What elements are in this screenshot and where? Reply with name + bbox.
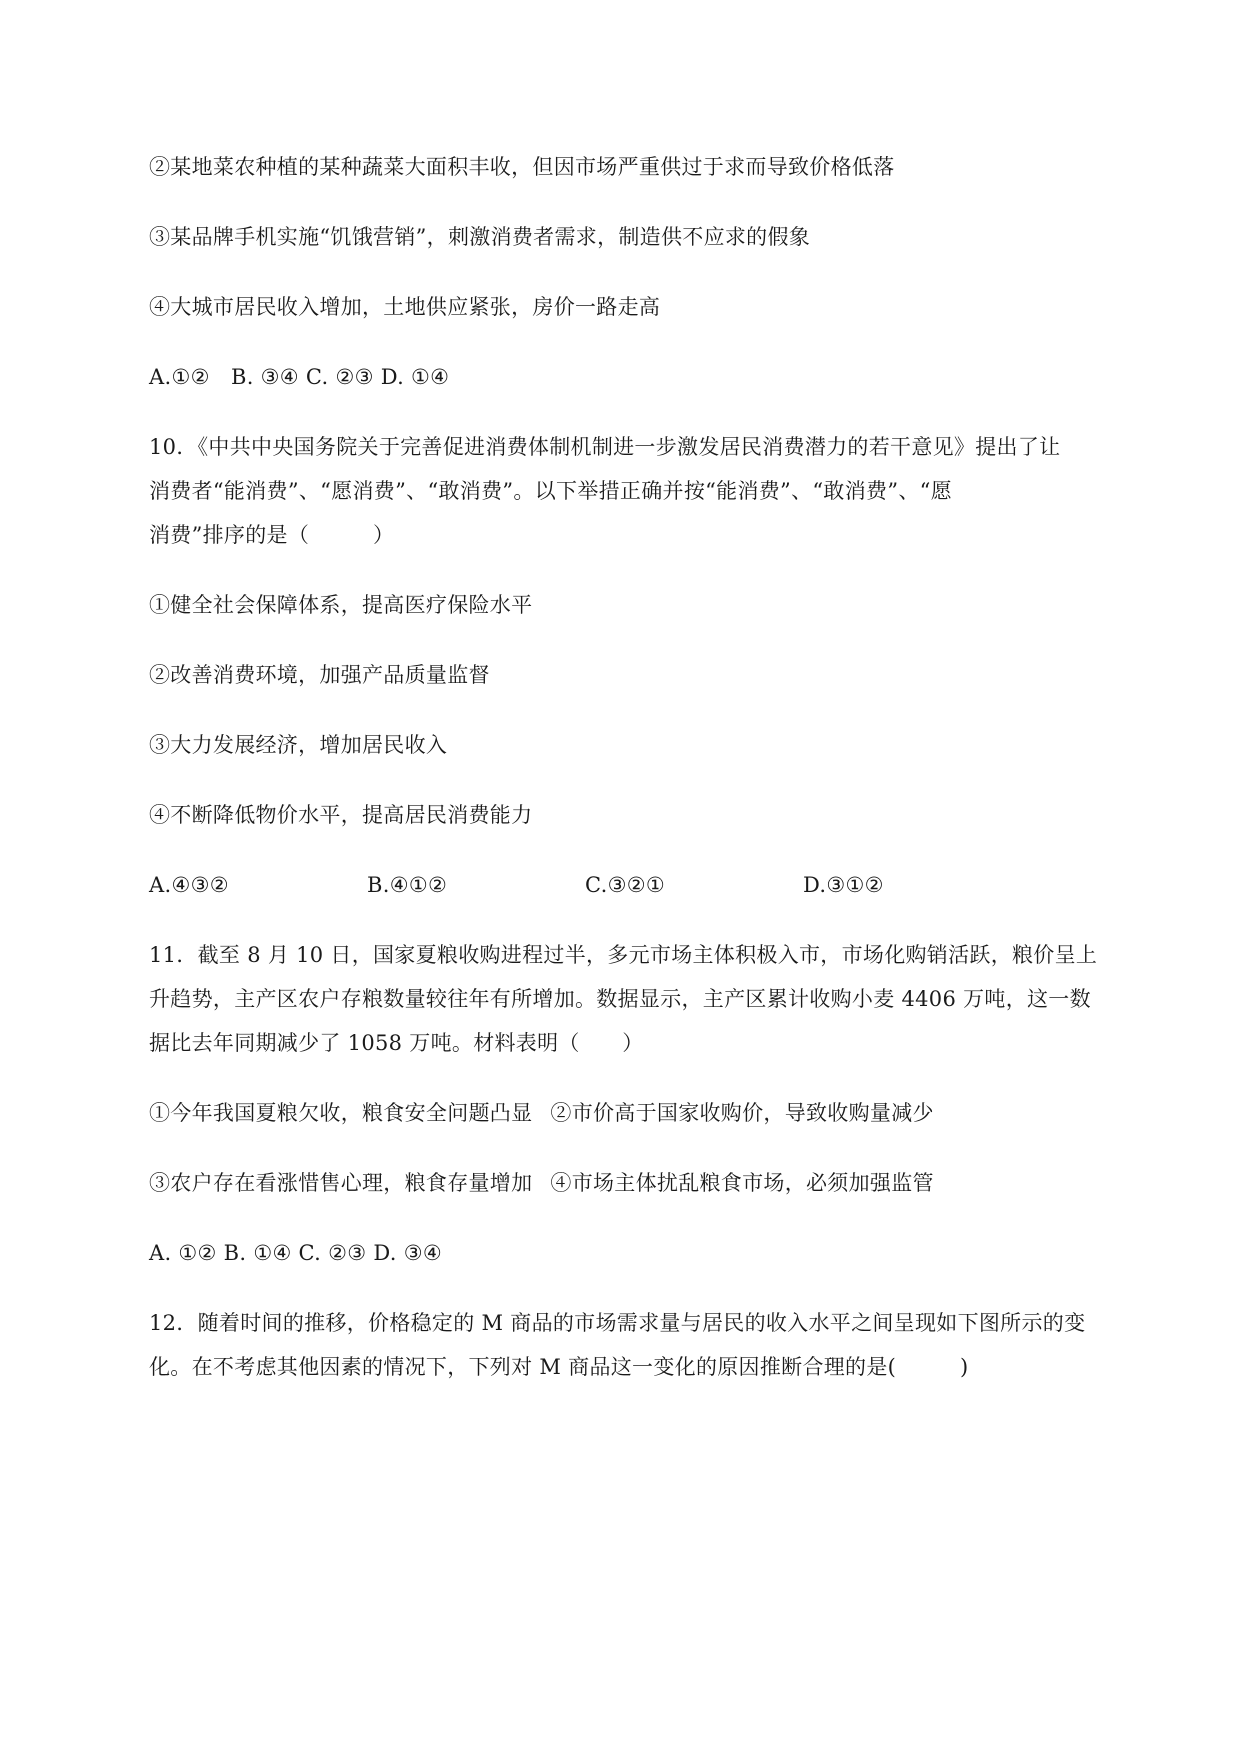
q12-stem-line-1: 12．随着时间的推移，价格稳定的 M 商品的市场需求量与居民的收入水平之间呈现如下图所示的变 — [149, 1311, 1086, 1335]
q11-item-1: ①今年我国夏粮欠收，粮食安全问题凸显 — [149, 1101, 533, 1125]
q11-stem-line-3: 据比去年同期减少了 1058 万吨。材料表明（ ） — [149, 1031, 644, 1055]
q10-stem-line-2: 消费者“能消费”、“愿消费”、“敢消费”。以下举措正确并按“能消费”、“敢消费”、“愿 — [149, 479, 952, 503]
q10-stem-line-1: 10．《中共中央国务院关于完善促进消费体制机制进一步激发居民消费潜力的若干意见》提出了让 — [149, 435, 1061, 459]
q11-stem-line-2: 升趋势，主产区农户存粮数量较往年有所增加。数据显示，主产区累计收购小麦 4406 万吨，这一数 — [149, 987, 1091, 1011]
q11-options: A. ①② B. ①④ C. ②③ D. ③④ — [149, 1241, 442, 1265]
q9-item-2: ②某地菜农种植的某种蔬菜大面积丰收，但因市场严重供过于求而导致价格低落 — [149, 155, 895, 179]
q11-items-row-2 — [149, 1166, 1099, 1200]
q11-stem-line-1: 11．截至 8 月 10 日，国家夏粮收购进程过半，多元市场主体积极入市，市场化购销活跃，粮价呈上 — [149, 943, 1098, 967]
q10-stem-line-3: 消费”排序的是（ ） — [149, 523, 395, 547]
q10-item-2: ②改善消费环境，加强产品质量监督 — [149, 663, 490, 687]
q10-options — [149, 868, 929, 902]
q10-item-1: ①健全社会保障体系，提高医疗保险水平 — [149, 593, 533, 617]
q9-item-4: ④大城市居民收入增加，土地供应紧张，房价一路走高 — [149, 295, 661, 319]
q10-option-d: D.③①② — [803, 873, 884, 897]
q10-option-b: B.④①② — [367, 873, 448, 897]
q11-item-2: ②市价高于国家收购价，导致收购量减少 — [550, 1101, 934, 1125]
q11-item-4: ④市场主体扰乱粮食市场，必须加强监管 — [550, 1171, 934, 1195]
q9-options: A.①② B. ③④ C. ②③ D. ①④ — [149, 365, 450, 389]
q10-item-4: ④不断降低物价水平，提高居民消费能力 — [149, 803, 533, 827]
q12-stem-line-2: 化。在不考虑其他因素的情况下，下列对 M 商品这一变化的原因推断合理的是( ) — [149, 1355, 969, 1379]
q10-option-a: A.④③② — [149, 873, 229, 897]
q10-option-c: C.③②① — [585, 873, 665, 897]
exam-page — [149, 150, 1099, 1384]
q11-items-row-1 — [149, 1096, 1099, 1130]
q11-item-3: ③农户存在看涨惜售心理，粮食存量增加 — [149, 1171, 533, 1195]
q9-item-3: ③某品牌手机实施“饥饿营销”，刺激消费者需求，制造供不应求的假象 — [149, 225, 811, 249]
q10-item-3: ③大力发展经济，增加居民收入 — [149, 733, 448, 757]
